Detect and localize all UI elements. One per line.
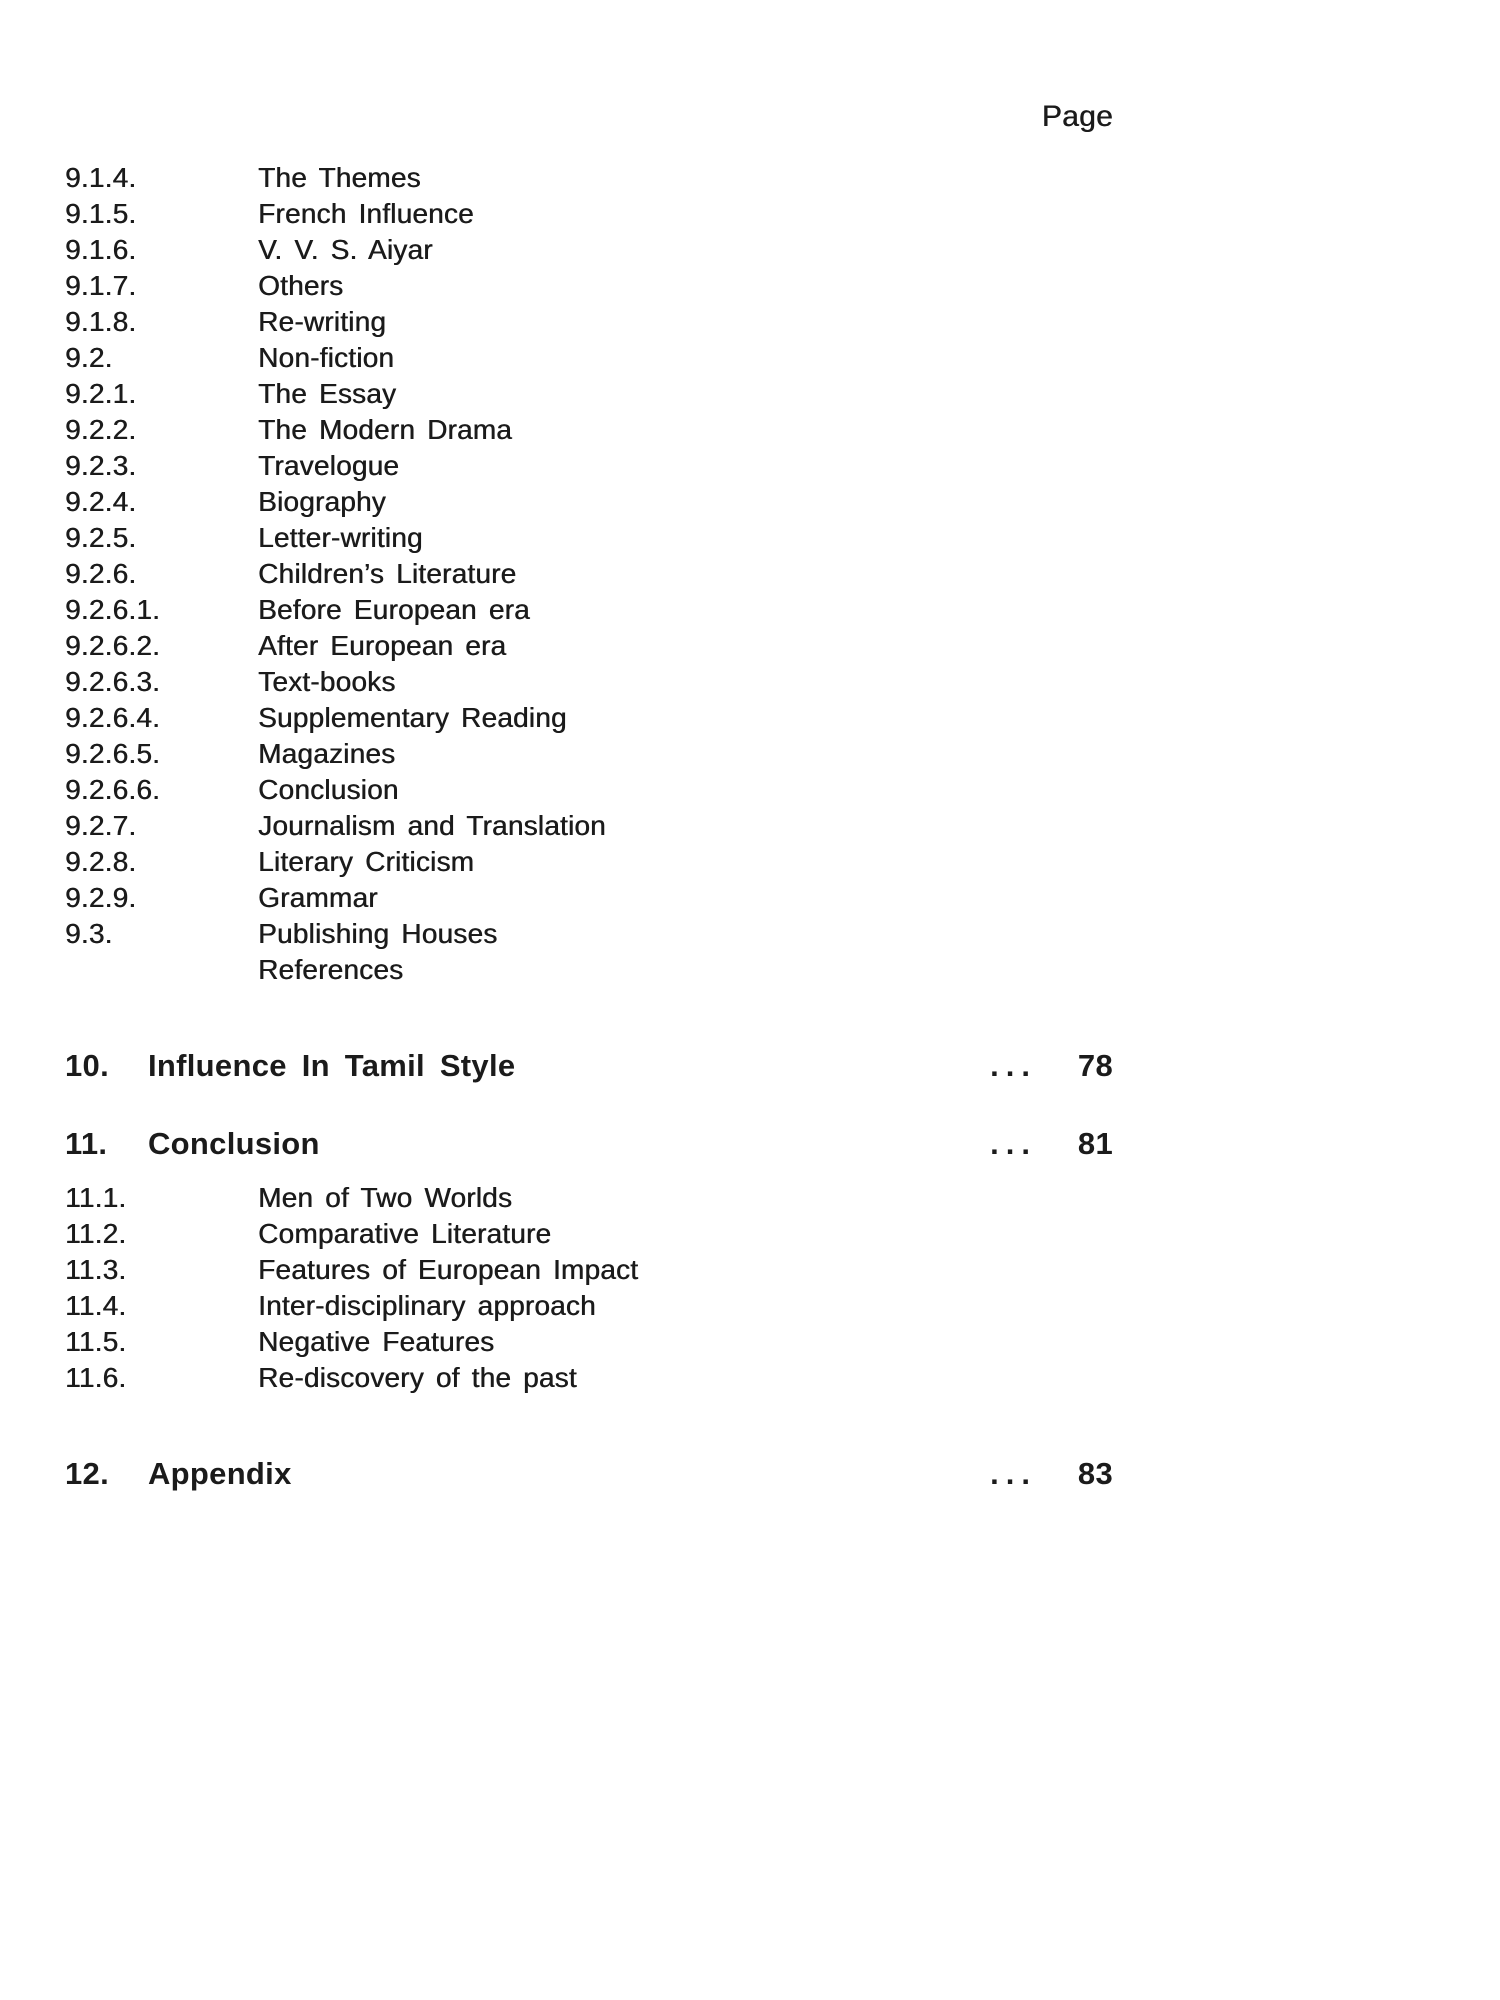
toc-sub-row [65, 772, 1113, 808]
toc-sub-row [65, 412, 1113, 448]
entry-number: 9.2.1. [65, 378, 137, 409]
entry-title: Conclusion [148, 1126, 320, 1161]
entry-number: 9.2.3. [65, 450, 137, 481]
toc-sub-row [65, 196, 1113, 232]
entry-title: References [258, 954, 404, 985]
entry-title: Grammar [258, 882, 378, 913]
entry-title: Appendix [148, 1456, 292, 1491]
entry-number: 9.2.6.6. [65, 774, 161, 805]
entry-title: After European era [258, 630, 507, 661]
entry-number: 9.2.8. [65, 846, 137, 877]
entry-number: 11.1. [65, 1182, 127, 1213]
entry-title: Features of European Impact [258, 1254, 639, 1285]
toc-chapter-row [65, 1046, 1113, 1086]
entry-number: 12. [65, 1456, 109, 1491]
entry-title: Supplementary Reading [258, 702, 567, 733]
toc-sub-row [65, 556, 1113, 592]
page-content [65, 100, 1113, 1494]
entry-title: The Themes [258, 162, 421, 193]
entry-number: 10. [65, 1048, 109, 1083]
toc-sub-row [65, 304, 1113, 340]
entry-number: 9.2.6.3. [65, 666, 161, 697]
entry-number: 9.1.5. [65, 198, 137, 229]
entry-number: 9.2.4. [65, 486, 137, 517]
toc-sub-row [65, 916, 1113, 952]
toc-sub-row [65, 520, 1113, 556]
toc-sub-row [65, 340, 1113, 376]
entry-number: 11.4. [65, 1290, 127, 1321]
toc-sub-row [65, 736, 1113, 772]
entry-page-number: 81 [1077, 1126, 1113, 1161]
entry-number: 9.1.8. [65, 306, 137, 337]
toc-sub-row [65, 700, 1113, 736]
entry-title: V. V. S. Aiyar [258, 234, 433, 265]
entry-number: 9.2.7. [65, 810, 137, 841]
entry-title: The Modern Drama [258, 414, 512, 445]
entry-number: 9.2.6.5. [65, 738, 161, 769]
entry-number: 9.1.7. [65, 270, 137, 301]
entry-title: Influence In Tamil Style [148, 1048, 516, 1083]
entry-number: 11. [65, 1126, 108, 1161]
entry-number: 11.2. [65, 1218, 127, 1249]
toc-chapter-row [65, 1124, 1113, 1164]
toc-sub-row [65, 664, 1113, 700]
entry-number: 9.3. [65, 918, 113, 949]
entry-number: 9.2.2. [65, 414, 137, 445]
toc-sub-row [65, 1360, 1113, 1396]
entry-title: Before European era [258, 594, 530, 625]
toc-sub-row [65, 232, 1113, 268]
entry-title: Men of Two Worlds [258, 1182, 513, 1213]
entry-number: 9.1.6. [65, 234, 137, 265]
toc-chapter-row [65, 1454, 1113, 1494]
entry-number: 9.2.6. [65, 558, 137, 589]
toc-sub-row [65, 628, 1113, 664]
page-column-header: Page [1041, 100, 1113, 133]
entry-number: 9.2.6.4. [65, 702, 161, 733]
leader-dots: ... [990, 1048, 1037, 1083]
entry-title: Text-books [258, 666, 396, 697]
entry-title: Biography [258, 486, 386, 517]
entry-title: Magazines [258, 738, 396, 769]
entry-title: Re-writing [258, 306, 387, 337]
entry-number: 9.2.6.1. [65, 594, 161, 625]
entry-number: 11.3. [65, 1254, 127, 1285]
entry-title: Literary Criticism [258, 846, 475, 877]
entry-title: Inter-disciplinary approach [258, 1290, 596, 1321]
entry-title: Children’s Literature [258, 558, 517, 589]
entry-number: 9.1.4. [65, 162, 137, 193]
toc-sub-row [65, 1324, 1113, 1360]
toc-sub-row [65, 268, 1113, 304]
entry-title: Journalism and Translation [258, 810, 606, 841]
toc-sub-row [65, 448, 1113, 484]
entry-title: Conclusion [258, 774, 399, 805]
entry-page-number: 78 [1077, 1048, 1113, 1083]
leader-dots: ... [990, 1126, 1037, 1161]
toc-sub-row [65, 880, 1113, 916]
toc-sub-row [65, 1288, 1113, 1324]
entry-number: 9.2.9. [65, 882, 137, 913]
entry-title: Comparative Literature [258, 1218, 552, 1249]
toc-sub-row [65, 376, 1113, 412]
toc-sub-row [65, 1180, 1113, 1216]
entry-title: Re-discovery of the past [258, 1362, 577, 1393]
toc-sub-row [65, 808, 1113, 844]
entry-title: Negative Features [258, 1326, 495, 1357]
table-of-contents [65, 160, 1113, 1494]
toc-sub-row [65, 1216, 1113, 1252]
entry-title: Letter-writing [258, 522, 423, 553]
entry-title: Publishing Houses [258, 918, 498, 949]
entry-title: French Influence [258, 198, 474, 229]
entry-title: Travelogue [258, 450, 400, 481]
entry-number: 9.2. [65, 342, 113, 373]
toc-sub-row [65, 160, 1113, 196]
entry-title: The Essay [258, 378, 397, 409]
toc-sub-row [65, 1252, 1113, 1288]
toc-sub-row [65, 484, 1113, 520]
entry-page-number: 83 [1077, 1456, 1113, 1491]
toc-sub-row [65, 592, 1113, 628]
toc-sub-row [65, 844, 1113, 880]
toc-sub-row [65, 952, 1113, 988]
leader-dots: ... [990, 1456, 1037, 1491]
entry-title: Others [258, 270, 344, 301]
entry-number: 9.2.5. [65, 522, 137, 553]
entry-number: 9.2.6.2. [65, 630, 161, 661]
entry-number: 11.5. [65, 1326, 127, 1357]
entry-title: Non-fiction [258, 342, 395, 373]
entry-number: 11.6. [65, 1362, 127, 1393]
